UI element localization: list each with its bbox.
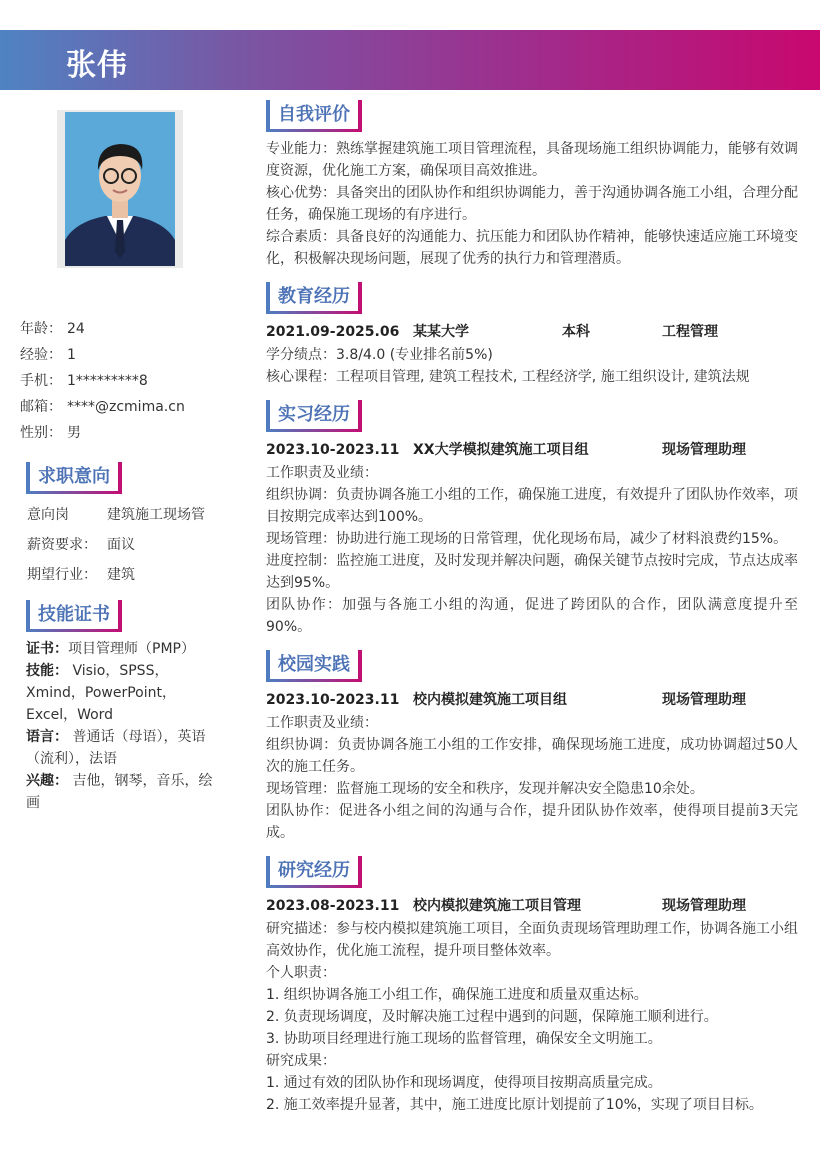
section-title-self: 自我评价 [266,100,362,132]
education-row: 2021.09-2025.06 某某大学 本科 工程管理 [266,324,718,340]
text-line: 2. 负责现场调度，及时解决施工过程中遇到的问题，保障施工顺利进行。 [266,1009,718,1025]
info-experience: 经验： 1 [20,347,76,363]
intent-position: 意向岗 建筑施工现场管 [27,507,205,523]
text-line: 现场管理：协助进行施工现场的日常管理，优化现场布局，减少了材料浪费约15%。 [266,531,788,547]
campus-section [266,650,798,844]
section-title-campus: 校园实践 [266,650,362,682]
skill-hobbies: 兴趣： 吉他，钢琴，音乐，绘画 [26,773,213,811]
section-title-intent: 求职意向 [26,462,122,494]
campus-lines [266,712,798,844]
research-section [266,856,798,1116]
text-line: 组织协调：负责协调各施工小组的工作，确保施工进度，有效提升了团队协作效率，项目按期完成率达到100%。 [266,487,798,525]
text-line: 专业能力：熟练掌握建筑施工项目管理流程，具备现场施工组织协调能力，能够有效调度资源，优化施工方案，确保项目高效推进。 [266,141,798,179]
skill-languages: 语言： 普通话（母语），英语（流利），法语 [26,729,206,767]
intent-section [20,462,220,590]
text-line: 3. 协助项目经理进行施工现场的监督管理，确保安全文明施工。 [266,1031,662,1047]
education-lines [266,344,798,388]
text-line: 个人职责： [266,965,336,981]
intent-salary: 薪资要求： 面议 [27,537,135,553]
self-lines [266,138,798,270]
header-banner [0,30,820,90]
campus-row: 2023.10-2023.11 校内模拟建筑施工项目组 现场管理助理 [266,692,746,708]
text-line: 2. 施工效率提升显著，其中，施工进度比原计划提前了10%，实现了项目目标。 [266,1097,763,1113]
section-title-education: 教育经历 [266,282,362,314]
internship-section [266,400,798,638]
text-line: 组织协调：负责协调各施工小组的工作安排，确保现场施工进度，成功协调超过50人次的施工任务。 [266,737,798,775]
skill-cert: 证书：项目管理师（PMP） [26,641,195,657]
text-line: 工作职责及业绩： [266,465,378,481]
text-line: 综合素质：具备良好的沟通能力、抗压能力和团队协作精神，能够快速适应施工环境变化，积极解决现场问题，展现了优秀的执行力和管理潜质。 [266,229,798,267]
info-email: 邮箱： ****@zcmima.cn [20,399,185,415]
intent-industry: 期望行业： 建筑 [27,567,135,583]
basic-info [20,316,220,446]
text-line: 核心课程：工程项目管理, 建筑工程技术, 工程经济学, 施工组织设计, 建筑法规 [266,369,750,385]
text-line: 研究描述：参与校内模拟建筑施工项目，全面负责现场管理助理工作，协调各施工小组高效协作，优化施工流程，提升项目整体效率。 [266,921,798,959]
text-line: 团队协作：促进各小组之间的沟通与合作，提升团队协作效率，使得项目提前3天完成。 [266,803,798,841]
person-photo-icon [65,112,175,266]
left-column [20,316,220,814]
text-line: 现场管理：监督施工现场的安全和秩序，发现并解决安全隐患10余处。 [266,781,704,797]
text-line: 进度控制：监控施工进度，及时发现并解决问题，确保关键节点按时完成，节点达成率达到95%。 [266,553,798,591]
research-lines [266,918,798,1116]
self-eval-section [266,100,798,270]
info-phone: 手机： 1*********8 [20,373,148,389]
skill-tools: 技能： Visio，SPSS，Xmind，PowerPoint，Excel，Word [26,663,176,723]
section-title-skills: 技能证书 [26,600,122,632]
text-line: 研究成果： [266,1053,336,1069]
section-title-internship: 实习经历 [266,400,362,432]
candidate-name: 张伟 [66,48,128,83]
profile-photo [57,110,183,268]
skills-section [20,600,220,814]
internship-row: 2023.10-2023.11 XX大学模拟建筑施工项目组 现场管理助理 [266,442,746,458]
education-section [266,282,798,388]
info-age: 年龄： 24 [20,321,85,337]
internship-lines [266,462,798,638]
section-title-research: 研究经历 [266,856,362,888]
text-line: 工作职责及业绩： [266,715,378,731]
text-line: 1. 通过有效的团队协作和现场调度，使得项目按期高质量完成。 [266,1075,662,1091]
text-line: 1. 组织协调各施工小组工作，确保施工进度和质量双重达标。 [266,987,648,1003]
research-row: 2023.08-2023.11 校内模拟建筑施工项目管理 现场管理助理 [266,898,746,914]
text-line: 团队协作：加强与各施工小组的沟通，促进了跨团队的合作，团队满意度提升至90%。 [266,597,798,635]
text-line: 学分绩点：3.8/4.0 (专业排名前5%) [266,347,493,363]
text-line: 核心优势：具备突出的团队协作和组织协调能力，善于沟通协调各施工小组，合理分配任务，确保施工现场的有序进行。 [266,185,798,223]
right-column [266,100,798,1128]
info-gender: 性别： 男 [20,425,81,441]
